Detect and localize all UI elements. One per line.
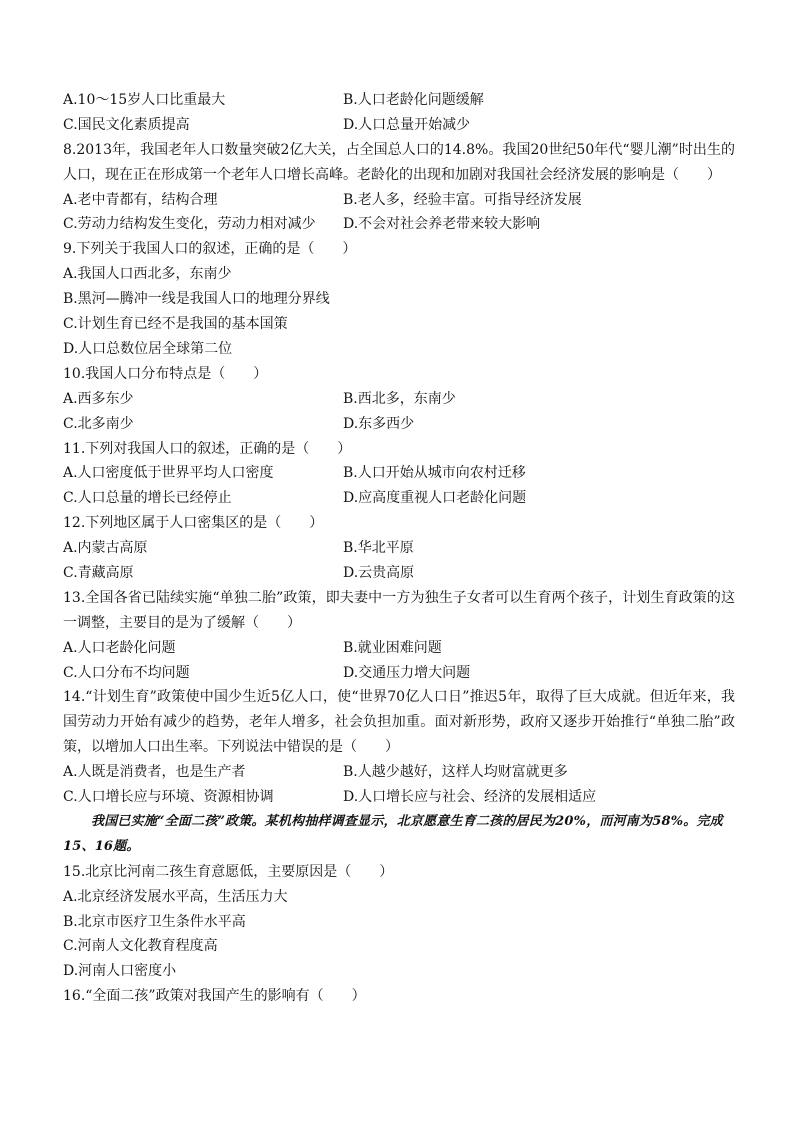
q15-option-b[interactable]: B.北京市医疗卫生条件水平高 bbox=[63, 913, 246, 930]
q12-options-row-2 bbox=[63, 561, 735, 586]
q11-option-a[interactable]: A.人口密度低于世界平均人口密度 bbox=[63, 465, 274, 482]
q10-option-c[interactable]: C.北多南少 bbox=[63, 415, 134, 432]
q7-options-row-2 bbox=[63, 113, 735, 138]
q13-options-row-2 bbox=[63, 661, 735, 686]
q9-option-d[interactable]: D.人口总数位居全球第二位 bbox=[63, 340, 233, 357]
q13-option-c[interactable]: C.人口分布不均问题 bbox=[63, 664, 190, 681]
q13-option-a[interactable]: A.人口老龄化问题 bbox=[63, 639, 176, 656]
reading-material: 我国已实施“全面二孩”政策。某机构抽样调查显示，北京愿意生育二孩的居民为20%，而河南为58%。完成15、16题。 bbox=[63, 813, 723, 854]
q8-option-c[interactable]: C.劳动力结构发生变化，劳动力相对减少 bbox=[63, 216, 316, 233]
q7-option-d[interactable]: D.人口总量开始减少 bbox=[343, 116, 471, 133]
q9-stem: 9.下列关于我国人口的叙述，正确的是（ ） bbox=[63, 241, 357, 258]
q8-stem: 8.2013年，我国老年人口数量突破2亿大关，占全国总人口的14.8%。我国20世纪50年代“婴儿潮”时出生的人口，现在正在形成第一个老年人口增长高峰。老龄化的出现和加剧对我国社会经济发展的影响是（ ） bbox=[63, 141, 735, 183]
q8-options-row-2 bbox=[63, 212, 735, 237]
q15-stem: 15.北京比河南二孩生育意愿低，主要原因是（ ） bbox=[63, 863, 394, 880]
q14-option-a[interactable]: A.人既是消费者，也是生产者 bbox=[63, 764, 246, 781]
q12-option-d[interactable]: D.云贵高原 bbox=[343, 564, 415, 581]
q10-option-d[interactable]: D.东多西少 bbox=[343, 415, 415, 432]
q14-option-d[interactable]: D.人口增长应与社会、经济的发展相适应 bbox=[343, 789, 597, 806]
q7-option-c[interactable]: C.国民文化素质提高 bbox=[63, 116, 190, 133]
q8-option-d[interactable]: D.不会对社会养老带来较大影响 bbox=[343, 216, 541, 233]
q8-options-row-1 bbox=[63, 188, 735, 213]
q14-option-c[interactable]: C.人口增长应与环境、资源相协调 bbox=[63, 789, 274, 806]
q8-option-a[interactable]: A.老中青都有，结构合理 bbox=[63, 191, 218, 208]
q11-options-row-1 bbox=[63, 461, 735, 486]
q13-stem: 13.全国各省已陆续实施“单独二胎”政策，即夫妻中一方为独生子女者可以生育两个孩子，计划生育政策的这一调整，主要目的是为了缓解（ ） bbox=[63, 589, 735, 631]
q13-options-row-1 bbox=[63, 636, 735, 661]
q12-stem: 12.下列地区属于人口密集区的是（ ） bbox=[63, 515, 324, 532]
q13-option-b[interactable]: B.就业困难问题 bbox=[343, 639, 442, 656]
q7-options-row-1 bbox=[63, 88, 735, 113]
q7-option-b[interactable]: B.人口老龄化问题缓解 bbox=[343, 92, 484, 108]
q16-stem: 16.“全面二孩”政策对我国产生的影响有（ ） bbox=[63, 988, 366, 1005]
q12-options-row-1 bbox=[63, 536, 735, 561]
q10-stem: 10.我国人口分布特点是（ ） bbox=[63, 365, 268, 382]
q11-options-row-2 bbox=[63, 486, 735, 511]
q11-option-d[interactable]: D.应高度重视人口老龄化问题 bbox=[343, 490, 527, 507]
q12-option-b[interactable]: B.华北平原 bbox=[343, 540, 414, 557]
q8-option-b[interactable]: B.老人多，经验丰富。可指导经济发展 bbox=[343, 191, 582, 208]
q9-option-a[interactable]: A.我国人口西北多，东南少 bbox=[63, 266, 232, 283]
q14-option-b[interactable]: B.人越少越好，这样人均财富就更多 bbox=[343, 764, 568, 781]
q10-options-row-2 bbox=[63, 412, 735, 437]
q15-option-c[interactable]: C.河南人文化教育程度高 bbox=[63, 938, 218, 955]
q15-option-a[interactable]: A.北京经济发展水平高，生活压力大 bbox=[63, 888, 288, 905]
q10-option-a[interactable]: A.西多东少 bbox=[63, 390, 134, 407]
q14-options-row-1 bbox=[63, 760, 735, 785]
q9-option-b[interactable]: B.黑河—腾冲一线是我国人口的地理分界线 bbox=[63, 291, 330, 308]
q11-option-b[interactable]: B.人口开始从城市向农村迁移 bbox=[343, 465, 526, 482]
q14-stem: 14.“计划生育”政策使中国少生近5亿人口，使“世界70亿人口日”推迟5年，取得了巨大成就。但近年来，我国劳动力开始有减少的趋势，老年人增多，社会负担加重。面对新形势，政府又逐步开始推行“单独二胎”政策，以增加人口出生率。下列说法中错误的是（ ） bbox=[63, 689, 735, 756]
q14-options-row-2 bbox=[63, 785, 735, 810]
q10-option-b[interactable]: B.西北多，东南少 bbox=[343, 390, 456, 407]
exam-page bbox=[63, 88, 735, 1009]
q13-option-d[interactable]: D.交通压力增大问题 bbox=[343, 664, 471, 681]
q7-option-a[interactable]: A.10～15岁人口比重最大 bbox=[63, 92, 226, 108]
q11-option-c[interactable]: C.人口总量的增长已经停止 bbox=[63, 490, 232, 507]
q12-option-c[interactable]: C.青藏高原 bbox=[63, 564, 134, 581]
q12-option-a[interactable]: A.内蒙古高原 bbox=[63, 540, 148, 557]
q15-option-d[interactable]: D.河南人口密度小 bbox=[63, 963, 177, 980]
q10-options-row-1 bbox=[63, 387, 735, 412]
q11-stem: 11.下列对我国人口的叙述，正确的是（ ） bbox=[63, 440, 352, 457]
q9-option-c[interactable]: C.计划生育已经不是我国的基本国策 bbox=[63, 316, 288, 333]
